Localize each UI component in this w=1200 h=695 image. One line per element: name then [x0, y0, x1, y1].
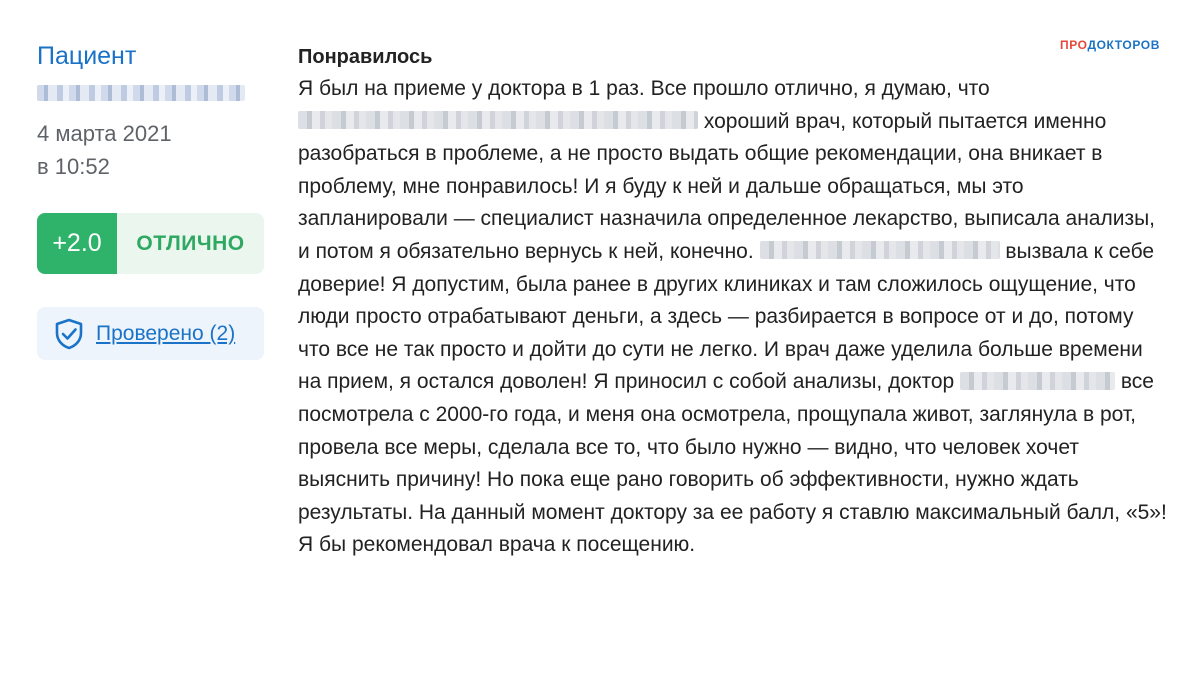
verified-link[interactable]: Проверено (2)	[96, 321, 236, 345]
blurred-doctor-name	[960, 372, 1115, 390]
review-text-segment: все посмотрела с 2000-го года, и меня она осмотрела, прощупала живот, заглянула в рот, провела все меры, сделала все то, что было нужно — видно, что человек хочет выяснить причину! Но пока еще рано говорить об эффективности, нужно ждать результаты. На данный момент доктору за ее работу я ставлю максимальный балл, «5»! Я бы рекомендовал врача к посещению.	[298, 370, 1167, 557]
review-author-panel	[37, 40, 267, 360]
rating-badge	[37, 213, 264, 274]
shield-check-icon	[54, 318, 84, 350]
review-date: 4 марта 2021	[37, 121, 172, 146]
verified-badge[interactable]	[37, 307, 264, 360]
review-text-segment: вызвала к себе доверие! Я допустим, была ранее в других клиниках и там сложилось ощущение, что люди просто отрабатывают деньги, а здесь — разбирается в вопросе от и до, потому что все не так просто и дойти до сути не легко. И врач даже уделила больше времени на прием, я остался доволен! Я приносил с собой анализы, доктор	[298, 239, 1155, 394]
rating-score: +2.0	[37, 213, 117, 274]
logo-part-doktorov: ДОКТОРОВ	[1087, 38, 1160, 52]
blurred-doctor-name	[298, 111, 698, 129]
review-text	[298, 73, 1168, 562]
review-time: в 10:52	[37, 154, 110, 179]
review-body	[298, 41, 1168, 562]
review-date-block	[37, 117, 267, 183]
review-title: Понравилось	[298, 46, 433, 68]
review-text-segment: хороший врач, который пытается именно разобраться в проблеме, а не просто выдать общие рекомендации, она вникает в проблему, мне понравилось! И я буду к ней и дальше обращаться, мы это запланировали — специалист назначила определенное лекарство, выписала анализы, и потом я обязательно вернусь к ней, конечно.	[298, 109, 1156, 263]
review-text-segment: Я был на приеме у доктора в 1 раз. Все прошло отлично, я думаю, что	[298, 77, 990, 100]
rating-label: ОТЛИЧНО	[136, 231, 245, 255]
author-name: Пациент	[37, 42, 137, 70]
blurred-author-details	[37, 85, 245, 101]
logo-part-pro: ПРО	[1060, 38, 1088, 52]
blurred-doctor-name	[760, 241, 1000, 259]
